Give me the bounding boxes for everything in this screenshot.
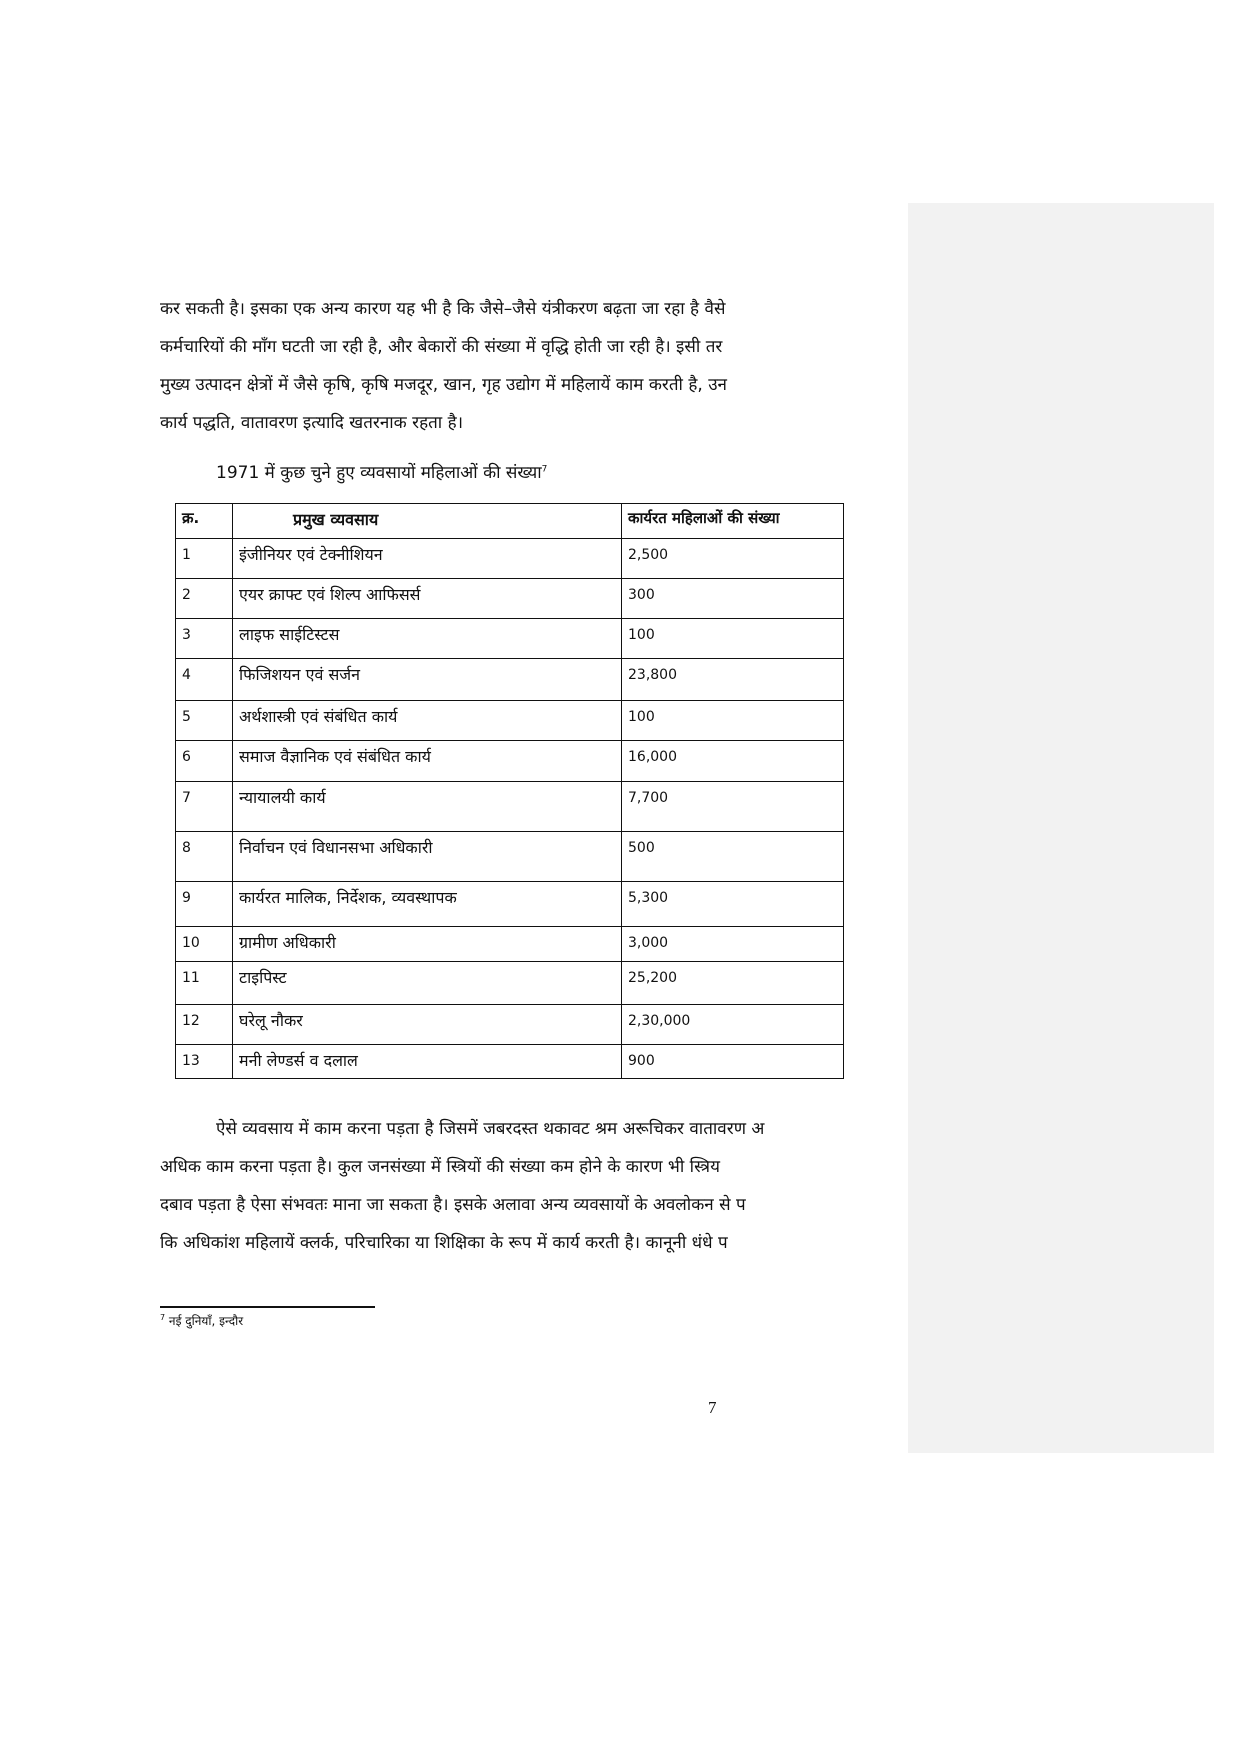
- paragraph-bottom: [160, 1110, 900, 1262]
- table-row: [176, 832, 844, 882]
- cell-serial: 13: [176, 1045, 233, 1079]
- table-title: [216, 460, 547, 483]
- table-row: [176, 782, 844, 832]
- cell-count: 300: [622, 579, 844, 619]
- text-line: मुख्य उत्पादन क्षेत्रों में जैसे कृषि, कृषि मजदूर, खान, गृह उद्योग में महिलायें काम करती है, उन: [160, 375, 727, 395]
- cell-count: 25,200: [622, 962, 844, 1005]
- cell-count: 5,300: [622, 882, 844, 927]
- cell-serial: 9: [176, 882, 233, 927]
- cell-occupation: लाइफ साईटिस्टस: [233, 619, 622, 659]
- table-row: [176, 539, 844, 579]
- table-row: [176, 701, 844, 741]
- table-header-row: [176, 504, 844, 539]
- cell-count: 2,500: [622, 539, 844, 579]
- footnote-text: नई दुनियाँ, इन्दौर: [168, 1314, 244, 1328]
- header-occupation: प्रमुख व्यवसाय: [233, 504, 622, 539]
- cell-occupation: समाज वैज्ञानिक एवं संबंधित कार्य: [233, 741, 622, 782]
- table-row: [176, 882, 844, 927]
- cell-occupation: टाइपिस्ट: [233, 962, 622, 1005]
- cell-occupation: अर्थशास्त्री एवं संबंधित कार्य: [233, 701, 622, 741]
- footnote: [160, 1312, 243, 1329]
- cell-occupation: इंजीनियर एवं टेक्नीशियन: [233, 539, 622, 579]
- cell-occupation: कार्यरत मालिक, निर्देशक, व्यवस्थापक: [233, 882, 622, 927]
- cell-count: 100: [622, 619, 844, 659]
- table-row: [176, 619, 844, 659]
- cell-serial: 1: [176, 539, 233, 579]
- cell-count: 16,000: [622, 741, 844, 782]
- cell-count: 2,30,000: [622, 1005, 844, 1045]
- cell-occupation: घरेलू नौकर: [233, 1005, 622, 1045]
- text-line: अधिक काम करना पड़ता है। कुल जनसंख्या में स्त्रियों की संख्या कम होने के कारण भी स्त्रिय: [160, 1157, 720, 1177]
- cell-serial: 10: [176, 927, 233, 962]
- cell-serial: 8: [176, 832, 233, 882]
- cell-occupation: मनी लेण्डर्स व दलाल: [233, 1045, 622, 1079]
- cell-serial: 3: [176, 619, 233, 659]
- cell-occupation: ग्रामीण अधिकारी: [233, 927, 622, 962]
- text-line: कि अधिकांश महिलायें क्लर्क, परिचारिका या शिक्षिका के रूप में कार्य करती है। कानूनी धंधे प: [160, 1233, 728, 1253]
- cell-serial: 2: [176, 579, 233, 619]
- comment-pane: [908, 203, 1214, 1453]
- text-line: दबाव पड़ता है ऐसा संभवतः माना जा सकता है। इसके अलावा अन्य व्यवसायों के अवलोकन से प: [160, 1195, 746, 1215]
- cell-occupation: निर्वाचन एवं विधानसभा अधिकारी: [233, 832, 622, 882]
- table-title-text: 1971 में कुछ चुने हुए व्यवसायों महिलाओं की संख्या: [216, 463, 542, 483]
- header-count: कार्यरत महिलाओं की संख्या: [622, 504, 844, 539]
- cell-serial: 7: [176, 782, 233, 832]
- table-row: [176, 962, 844, 1005]
- cell-occupation: फिजिशयन एवं सर्जन: [233, 659, 622, 701]
- occupation-table: [175, 503, 844, 1079]
- footnote-reference: 7: [541, 464, 548, 475]
- cell-serial: 6: [176, 741, 233, 782]
- table-row: [176, 927, 844, 962]
- cell-count: 500: [622, 832, 844, 882]
- cell-occupation: एयर क्राफ्ट एवं शिल्प आफिसर्स: [233, 579, 622, 619]
- cell-occupation: न्यायालयी कार्य: [233, 782, 622, 832]
- text-line: कर सकती है। इसका एक अन्य कारण यह भी है कि जैसे–जैसे यंत्रीकरण बढ़ता जा रहा है वैसे: [160, 299, 726, 319]
- table-row: [176, 1045, 844, 1079]
- table-row: [176, 1005, 844, 1045]
- text-line: कर्मचारियों की माँग घटती जा रही है, और बेकारों की संख्या में वृद्धि होती जा रही है। इसी तर: [160, 337, 723, 357]
- page-body: [160, 290, 900, 1440]
- cell-count: 7,700: [622, 782, 844, 832]
- cell-serial: 11: [176, 962, 233, 1005]
- text-line: ऐसे व्यवसाय में काम करना पड़ता है जिसमें जबरदस्त थकावट श्रम अरूचिकर वातावरण अ: [216, 1119, 765, 1139]
- cell-serial: 4: [176, 659, 233, 701]
- paragraph-top: [160, 290, 900, 442]
- table-row: [176, 741, 844, 782]
- table-row: [176, 659, 844, 701]
- cell-count: 3,000: [622, 927, 844, 962]
- cell-count: 23,800: [622, 659, 844, 701]
- footnote-number: 7: [160, 1313, 166, 1322]
- cell-serial: 5: [176, 701, 233, 741]
- cell-count: 100: [622, 701, 844, 741]
- table-row: [176, 579, 844, 619]
- cell-serial: 12: [176, 1005, 233, 1045]
- cell-count: 900: [622, 1045, 844, 1079]
- header-serial: क्र.: [176, 504, 233, 539]
- text-line: कार्य पद्धति, वातावरण इत्यादि खतरनाक रहता है।: [160, 413, 464, 433]
- page-number: 7: [708, 1398, 717, 1417]
- footnote-separator: [160, 1306, 375, 1308]
